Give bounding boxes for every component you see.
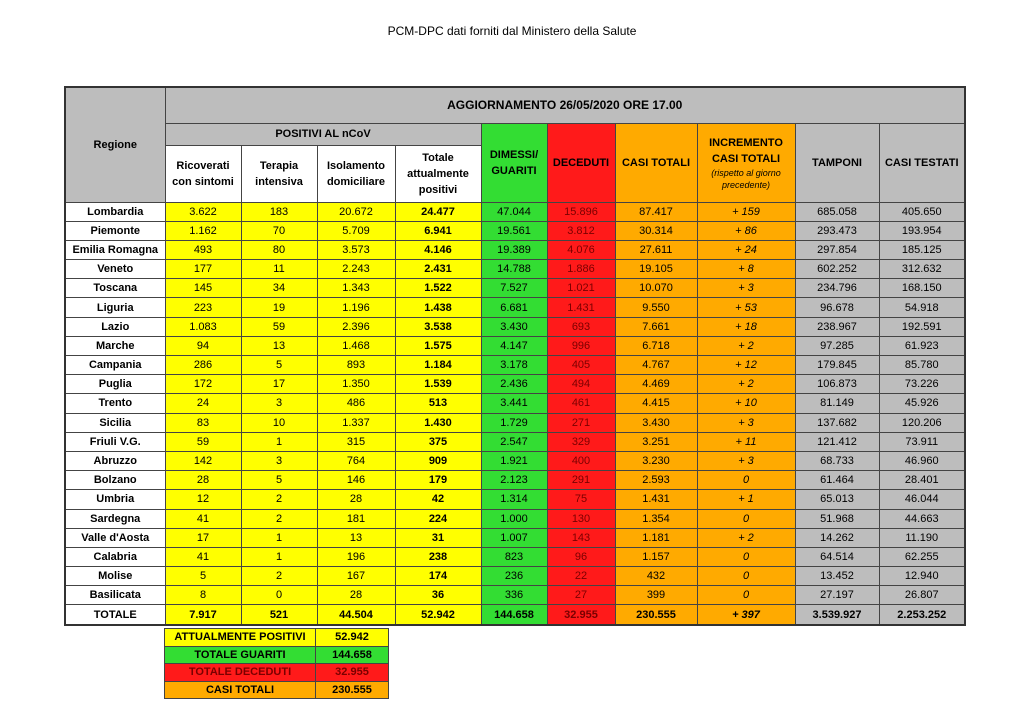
terapia-cell: 5 — [241, 471, 317, 490]
region-cell: Abruzzo — [65, 451, 165, 470]
deceduti-cell: 1.431 — [547, 298, 615, 317]
table-row — [65, 451, 965, 470]
table-row — [65, 260, 965, 279]
tamponi-cell: 51.968 — [795, 509, 879, 528]
region-cell: Veneto — [65, 260, 165, 279]
isolamento-cell: 1.196 — [317, 298, 395, 317]
isolamento-cell: 1.337 — [317, 413, 395, 432]
casi-testati-cell: 405.650 — [879, 202, 965, 221]
tamponi-cell: 61.464 — [795, 471, 879, 490]
casi-totali-cell: 432 — [615, 567, 697, 586]
covid-data-table — [64, 86, 966, 626]
casi-testati-cell: 185.125 — [879, 240, 965, 259]
region-cell: Molise — [65, 567, 165, 586]
summary-row — [165, 629, 389, 647]
ricoverati-cell: 12 — [165, 490, 241, 509]
header-incremento-label: INCREMENTO CASI TOTALI — [709, 136, 783, 165]
totale-positivi-cell: 1.539 — [395, 375, 481, 394]
ricoverati-cell: 59 — [165, 432, 241, 451]
casi-testati-cell: 54.918 — [879, 298, 965, 317]
dimessi-cell: 336 — [481, 586, 547, 605]
totale-positivi-cell: 24.477 — [395, 202, 481, 221]
ricoverati-cell: 7.917 — [165, 605, 241, 625]
summary-row — [165, 664, 389, 682]
isolamento-cell: 486 — [317, 394, 395, 413]
casi-totali-cell: 3.230 — [615, 451, 697, 470]
region-cell: Umbria — [65, 490, 165, 509]
summary-label: TOTALE GUARITI — [165, 646, 316, 664]
ricoverati-cell: 17 — [165, 528, 241, 547]
casi-totali-cell: 19.105 — [615, 260, 697, 279]
region-cell: Valle d'Aosta — [65, 528, 165, 547]
total-row — [65, 605, 965, 625]
ricoverati-cell: 1.162 — [165, 221, 241, 240]
ricoverati-cell: 3.622 — [165, 202, 241, 221]
dimessi-cell: 4.147 — [481, 336, 547, 355]
casi-totali-cell: 1.181 — [615, 528, 697, 547]
casi-totali-cell: 9.550 — [615, 298, 697, 317]
totale-positivi-cell: 238 — [395, 547, 481, 566]
header-totale-positivi: Totale attualmente positivi — [395, 145, 481, 202]
incremento-cell: + 11 — [697, 432, 795, 451]
ricoverati-cell: 5 — [165, 567, 241, 586]
tamponi-cell: 64.514 — [795, 547, 879, 566]
deceduti-cell: 1.886 — [547, 260, 615, 279]
isolamento-cell: 28 — [317, 586, 395, 605]
casi-testati-cell: 192.591 — [879, 317, 965, 336]
incremento-cell: + 18 — [697, 317, 795, 336]
ricoverati-cell: 177 — [165, 260, 241, 279]
tamponi-cell: 121.412 — [795, 432, 879, 451]
deceduti-cell: 291 — [547, 471, 615, 490]
deceduti-cell: 461 — [547, 394, 615, 413]
table-body — [65, 202, 965, 625]
summary-row — [165, 681, 389, 699]
tamponi-cell: 97.285 — [795, 336, 879, 355]
table-row — [65, 336, 965, 355]
table-row — [65, 317, 965, 336]
terapia-cell: 3 — [241, 451, 317, 470]
table-row — [65, 432, 965, 451]
table-row — [65, 413, 965, 432]
table-row — [65, 279, 965, 298]
header-incremento-note: (rispetto al giorno precedente) — [711, 167, 781, 190]
deceduti-cell: 22 — [547, 567, 615, 586]
deceduti-cell: 271 — [547, 413, 615, 432]
deceduti-cell: 96 — [547, 547, 615, 566]
totale-positivi-cell: 36 — [395, 586, 481, 605]
casi-totali-cell: 230.555 — [615, 605, 697, 625]
terapia-cell: 11 — [241, 260, 317, 279]
tamponi-cell: 3.539.927 — [795, 605, 879, 625]
tamponi-cell: 602.252 — [795, 260, 879, 279]
casi-totali-cell: 7.661 — [615, 317, 697, 336]
isolamento-cell: 2.396 — [317, 317, 395, 336]
terapia-cell: 1 — [241, 432, 317, 451]
ricoverati-cell: 8 — [165, 586, 241, 605]
deceduti-cell: 15.896 — [547, 202, 615, 221]
casi-testati-cell: 26.807 — [879, 586, 965, 605]
tamponi-cell: 13.452 — [795, 567, 879, 586]
casi-testati-cell: 46.044 — [879, 490, 965, 509]
table-row — [65, 547, 965, 566]
table-row — [65, 221, 965, 240]
casi-totali-cell: 1.157 — [615, 547, 697, 566]
dimessi-cell: 2.123 — [481, 471, 547, 490]
casi-totali-cell: 4.469 — [615, 375, 697, 394]
dimessi-cell: 19.389 — [481, 240, 547, 259]
tamponi-cell: 238.967 — [795, 317, 879, 336]
casi-totali-cell: 30.314 — [615, 221, 697, 240]
incremento-cell: + 86 — [697, 221, 795, 240]
dimessi-cell: 47.044 — [481, 202, 547, 221]
region-cell: Lombardia — [65, 202, 165, 221]
tamponi-cell: 685.058 — [795, 202, 879, 221]
table-row — [65, 240, 965, 259]
incremento-cell: 0 — [697, 471, 795, 490]
ricoverati-cell: 223 — [165, 298, 241, 317]
header-positivi-group: POSITIVI AL nCoV — [165, 123, 481, 145]
summary-label: TOTALE DECEDUTI — [165, 664, 316, 682]
tamponi-cell: 14.262 — [795, 528, 879, 547]
tamponi-cell: 68.733 — [795, 451, 879, 470]
casi-testati-cell: 44.663 — [879, 509, 965, 528]
isolamento-cell: 196 — [317, 547, 395, 566]
incremento-cell: 0 — [697, 567, 795, 586]
casi-testati-cell: 61.923 — [879, 336, 965, 355]
header-isolamento: Isolamento domiciliare — [317, 145, 395, 202]
terapia-cell: 0 — [241, 586, 317, 605]
dimessi-cell: 236 — [481, 567, 547, 586]
dimessi-cell: 1.314 — [481, 490, 547, 509]
terapia-cell: 5 — [241, 356, 317, 375]
tamponi-cell: 81.149 — [795, 394, 879, 413]
terapia-cell: 3 — [241, 394, 317, 413]
casi-testati-cell: 85.780 — [879, 356, 965, 375]
deceduti-cell: 329 — [547, 432, 615, 451]
casi-testati-cell: 12.940 — [879, 567, 965, 586]
region-cell: Sardegna — [65, 509, 165, 528]
summary-value: 230.555 — [316, 681, 389, 699]
region-cell: Calabria — [65, 547, 165, 566]
summary-table — [164, 628, 389, 699]
casi-testati-cell: 193.954 — [879, 221, 965, 240]
incremento-cell: 0 — [697, 509, 795, 528]
header-region: Regione — [65, 87, 165, 202]
isolamento-cell: 3.573 — [317, 240, 395, 259]
terapia-cell: 70 — [241, 221, 317, 240]
incremento-cell: + 2 — [697, 375, 795, 394]
header-tamponi: TAMPONI — [795, 123, 879, 202]
isolamento-cell: 28 — [317, 490, 395, 509]
region-cell: Marche — [65, 336, 165, 355]
ricoverati-cell: 493 — [165, 240, 241, 259]
totale-positivi-cell: 4.146 — [395, 240, 481, 259]
table-row — [65, 567, 965, 586]
casi-totali-cell: 3.430 — [615, 413, 697, 432]
casi-totali-cell: 87.417 — [615, 202, 697, 221]
table-row — [65, 375, 965, 394]
incremento-cell: 0 — [697, 547, 795, 566]
summary-value: 52.942 — [316, 629, 389, 647]
casi-totali-cell: 6.718 — [615, 336, 697, 355]
terapia-cell: 521 — [241, 605, 317, 625]
incremento-cell: + 24 — [697, 240, 795, 259]
region-cell: Trento — [65, 394, 165, 413]
totale-positivi-cell: 3.538 — [395, 317, 481, 336]
totale-positivi-cell: 375 — [395, 432, 481, 451]
deceduti-cell: 996 — [547, 336, 615, 355]
casi-testati-cell: 73.911 — [879, 432, 965, 451]
header-terapia: Terapia intensiva — [241, 145, 317, 202]
dimessi-cell: 1.729 — [481, 413, 547, 432]
deceduti-cell: 27 — [547, 586, 615, 605]
tamponi-cell: 179.845 — [795, 356, 879, 375]
tamponi-cell: 234.796 — [795, 279, 879, 298]
region-cell: Lazio — [65, 317, 165, 336]
tamponi-cell: 293.473 — [795, 221, 879, 240]
table-row — [65, 509, 965, 528]
dimessi-cell: 2.547 — [481, 432, 547, 451]
region-cell: Bolzano — [65, 471, 165, 490]
deceduti-cell: 143 — [547, 528, 615, 547]
totale-positivi-cell: 224 — [395, 509, 481, 528]
header-incremento — [697, 123, 795, 202]
header-ricoverati: Ricoverati con sintomi — [165, 145, 241, 202]
isolamento-cell: 146 — [317, 471, 395, 490]
region-cell: Friuli V.G. — [65, 432, 165, 451]
isolamento-cell: 20.672 — [317, 202, 395, 221]
deceduti-cell: 75 — [547, 490, 615, 509]
casi-testati-cell: 62.255 — [879, 547, 965, 566]
terapia-cell: 80 — [241, 240, 317, 259]
header-dimessi: DIMESSI/ GUARITI — [481, 123, 547, 202]
dimessi-cell: 3.430 — [481, 317, 547, 336]
totale-positivi-cell: 1.575 — [395, 336, 481, 355]
isolamento-cell: 1.343 — [317, 279, 395, 298]
ricoverati-cell: 142 — [165, 451, 241, 470]
isolamento-cell: 315 — [317, 432, 395, 451]
table-row — [65, 586, 965, 605]
casi-testati-cell: 120.206 — [879, 413, 965, 432]
region-cell: Basilicata — [65, 586, 165, 605]
terapia-cell: 13 — [241, 336, 317, 355]
totale-positivi-cell: 6.941 — [395, 221, 481, 240]
totale-positivi-cell: 1.184 — [395, 356, 481, 375]
ricoverati-cell: 1.083 — [165, 317, 241, 336]
tamponi-cell: 27.197 — [795, 586, 879, 605]
dimessi-cell: 3.441 — [481, 394, 547, 413]
isolamento-cell: 5.709 — [317, 221, 395, 240]
incremento-cell: + 3 — [697, 451, 795, 470]
casi-totali-cell: 399 — [615, 586, 697, 605]
isolamento-cell: 893 — [317, 356, 395, 375]
terapia-cell: 19 — [241, 298, 317, 317]
ricoverati-cell: 83 — [165, 413, 241, 432]
region-cell: TOTALE — [65, 605, 165, 625]
dimessi-cell: 1.921 — [481, 451, 547, 470]
totale-positivi-cell: 174 — [395, 567, 481, 586]
isolamento-cell: 44.504 — [317, 605, 395, 625]
region-cell: Emilia Romagna — [65, 240, 165, 259]
incremento-cell: + 53 — [697, 298, 795, 317]
incremento-cell: + 10 — [697, 394, 795, 413]
dimessi-cell: 6.681 — [481, 298, 547, 317]
ricoverati-cell: 286 — [165, 356, 241, 375]
ricoverati-cell: 94 — [165, 336, 241, 355]
terapia-cell: 2 — [241, 509, 317, 528]
table-row — [65, 528, 965, 547]
deceduti-cell: 130 — [547, 509, 615, 528]
casi-totali-cell: 10.070 — [615, 279, 697, 298]
terapia-cell: 2 — [241, 567, 317, 586]
dimessi-cell: 2.436 — [481, 375, 547, 394]
ricoverati-cell: 28 — [165, 471, 241, 490]
casi-totali-cell: 1.354 — [615, 509, 697, 528]
summary-value: 32.955 — [316, 664, 389, 682]
table-row — [65, 394, 965, 413]
totale-positivi-cell: 2.431 — [395, 260, 481, 279]
summary-value: 144.658 — [316, 646, 389, 664]
casi-totali-cell: 2.593 — [615, 471, 697, 490]
tamponi-cell: 65.013 — [795, 490, 879, 509]
totale-positivi-cell: 179 — [395, 471, 481, 490]
totale-positivi-cell: 52.942 — [395, 605, 481, 625]
region-cell: Puglia — [65, 375, 165, 394]
table-row — [65, 202, 965, 221]
deceduti-cell: 400 — [547, 451, 615, 470]
casi-testati-cell: 2.253.252 — [879, 605, 965, 625]
isolamento-cell: 1.350 — [317, 375, 395, 394]
summary-label: CASI TOTALI — [165, 681, 316, 699]
deceduti-cell: 494 — [547, 375, 615, 394]
header-deceduti: DECEDUTI — [547, 123, 615, 202]
ricoverati-cell: 24 — [165, 394, 241, 413]
page-title: PCM-DPC dati forniti dal Ministero della Salute — [387, 24, 637, 38]
deceduti-cell: 693 — [547, 317, 615, 336]
dimessi-cell: 823 — [481, 547, 547, 566]
dimessi-cell: 144.658 — [481, 605, 547, 625]
header-casi-testati: CASI TESTATI — [879, 123, 965, 202]
dimessi-cell: 7.527 — [481, 279, 547, 298]
totale-positivi-cell: 1.438 — [395, 298, 481, 317]
ricoverati-cell: 41 — [165, 509, 241, 528]
deceduti-cell: 405 — [547, 356, 615, 375]
totale-positivi-cell: 513 — [395, 394, 481, 413]
casi-totali-cell: 27.611 — [615, 240, 697, 259]
header-update: AGGIORNAMENTO 26/05/2020 ORE 17.00 — [165, 87, 965, 123]
table-row — [65, 471, 965, 490]
incremento-cell: + 3 — [697, 413, 795, 432]
region-cell: Liguria — [65, 298, 165, 317]
terapia-cell: 1 — [241, 547, 317, 566]
terapia-cell: 34 — [241, 279, 317, 298]
incremento-cell: + 3 — [697, 279, 795, 298]
terapia-cell: 59 — [241, 317, 317, 336]
casi-testati-cell: 11.190 — [879, 528, 965, 547]
incremento-cell: 0 — [697, 586, 795, 605]
terapia-cell: 10 — [241, 413, 317, 432]
incremento-cell: + 8 — [697, 260, 795, 279]
totale-positivi-cell: 42 — [395, 490, 481, 509]
incremento-cell: + 12 — [697, 356, 795, 375]
incremento-cell: + 159 — [697, 202, 795, 221]
table-row — [65, 356, 965, 375]
terapia-cell: 183 — [241, 202, 317, 221]
casi-testati-cell: 73.226 — [879, 375, 965, 394]
table-row — [65, 298, 965, 317]
region-cell: Toscana — [65, 279, 165, 298]
totale-positivi-cell: 1.522 — [395, 279, 481, 298]
dimessi-cell: 1.007 — [481, 528, 547, 547]
casi-testati-cell: 45.926 — [879, 394, 965, 413]
incremento-cell: + 1 — [697, 490, 795, 509]
tamponi-cell: 297.854 — [795, 240, 879, 259]
terapia-cell: 17 — [241, 375, 317, 394]
summary-label: ATTUALMENTE POSITIVI — [165, 629, 316, 647]
ricoverati-cell: 145 — [165, 279, 241, 298]
header-casi-totali: CASI TOTALI — [615, 123, 697, 202]
casi-testati-cell: 28.401 — [879, 471, 965, 490]
casi-testati-cell: 168.150 — [879, 279, 965, 298]
region-cell: Sicilia — [65, 413, 165, 432]
ricoverati-cell: 172 — [165, 375, 241, 394]
region-cell: Campania — [65, 356, 165, 375]
totale-positivi-cell: 909 — [395, 451, 481, 470]
incremento-cell: + 397 — [697, 605, 795, 625]
deceduti-cell: 3.812 — [547, 221, 615, 240]
tamponi-cell: 96.678 — [795, 298, 879, 317]
terapia-cell: 1 — [241, 528, 317, 547]
tamponi-cell: 137.682 — [795, 413, 879, 432]
ricoverati-cell: 41 — [165, 547, 241, 566]
casi-totali-cell: 4.767 — [615, 356, 697, 375]
casi-totali-cell: 4.415 — [615, 394, 697, 413]
isolamento-cell: 181 — [317, 509, 395, 528]
deceduti-cell: 4.076 — [547, 240, 615, 259]
isolamento-cell: 13 — [317, 528, 395, 547]
isolamento-cell: 2.243 — [317, 260, 395, 279]
isolamento-cell: 1.468 — [317, 336, 395, 355]
region-cell: Piemonte — [65, 221, 165, 240]
casi-totali-cell: 3.251 — [615, 432, 697, 451]
deceduti-cell: 1.021 — [547, 279, 615, 298]
dimessi-cell: 1.000 — [481, 509, 547, 528]
dimessi-cell: 3.178 — [481, 356, 547, 375]
isolamento-cell: 764 — [317, 451, 395, 470]
deceduti-cell: 32.955 — [547, 605, 615, 625]
casi-totali-cell: 1.431 — [615, 490, 697, 509]
dimessi-cell: 19.561 — [481, 221, 547, 240]
isolamento-cell: 167 — [317, 567, 395, 586]
totale-positivi-cell: 31 — [395, 528, 481, 547]
incremento-cell: + 2 — [697, 528, 795, 547]
dimessi-cell: 14.788 — [481, 260, 547, 279]
terapia-cell: 2 — [241, 490, 317, 509]
casi-testati-cell: 312.632 — [879, 260, 965, 279]
table-row — [65, 490, 965, 509]
totale-positivi-cell: 1.430 — [395, 413, 481, 432]
casi-testati-cell: 46.960 — [879, 451, 965, 470]
incremento-cell: + 2 — [697, 336, 795, 355]
summary-row — [165, 646, 389, 664]
tamponi-cell: 106.873 — [795, 375, 879, 394]
